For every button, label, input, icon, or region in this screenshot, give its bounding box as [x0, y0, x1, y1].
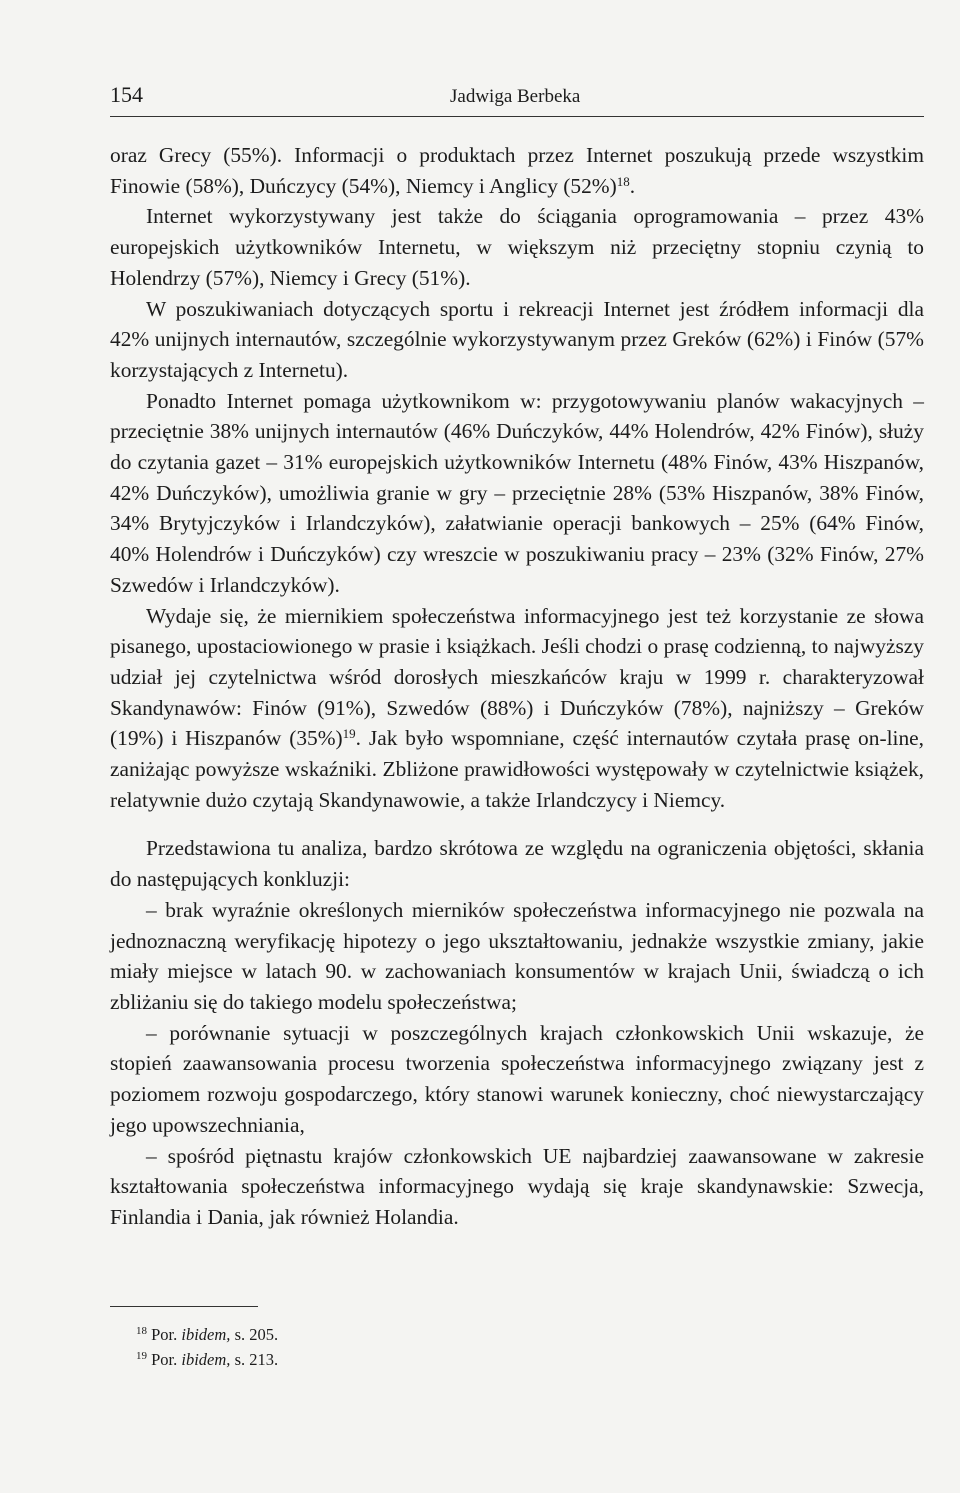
footnote-18: [136, 1322, 736, 1347]
footnote-ibidem: ibidem,: [181, 1350, 231, 1369]
conclusion-item-1: – brak wyraźnie określonych mierników społeczeństwa informacyjnego nie pozwala na jednoznaczną weryfikację hipotezy o jego ukształtowaniu, jednakże wszystkie zmiany, jakie miały miejsce w latach 90. w zachowaniach konsumentów w krajach Unii, świadczą o ich zbliżaniu się do takiego modelu społeczeństwa;: [110, 897, 924, 1014]
paragraph-1-tail: .: [629, 173, 636, 198]
footnote-rule: [110, 1306, 258, 1307]
page-number: 154: [110, 82, 143, 107]
footnote-ref-18: 18: [616, 173, 630, 189]
running-head-author: Jadwiga Berbeka: [450, 86, 581, 107]
paragraph-5: [110, 601, 924, 816]
paragraph-5-text: Wydaje się, że miernikiem społeczeństwa informacyjnego jest też korzystanie ze słowa pisanego, upostaciowionego w prasie i książkach. Jeśli chodzi o prasę codzienną, to najwyższy udział jej czytelnictwa wśród dorosłych mieszkańców kraju w 1999 r. charakteryzował Skandynawów: Finów (91%), Szwedów (88%) i Duńczyków (78%), najniższy – Greków (19%) i Hiszpanów (35%): [110, 603, 924, 751]
header-rule: [110, 116, 924, 117]
conclusion-item-3: – spośród piętnastu krajów członkowskich UE najbardziej zaawansowane w zakresie kształtowania społeczeństwa informacyjnego wydają się kraje skandynawskie: Szwecja, Finlandia i Dania, jak również Holandia.: [110, 1143, 924, 1229]
footnote-number: 19: [136, 1350, 147, 1362]
paragraph-2: Internet wykorzystywany jest także do ściągania oprogramowania – przez 43% europejskich użytkowników Internetu, w większym niż przeciętny stopniu czynią to Holendrzy (57%), Niemcy i Grecy (51%).: [110, 204, 924, 290]
running-header: [110, 74, 924, 114]
paragraph-conclusions-intro: Przedstawiona tu analiza, bardzo skrótowa ze względu na ograniczenia objętości, skłania do następujących konkluzji:: [110, 836, 924, 892]
footnotes: [136, 1322, 736, 1372]
footnote-ibidem: ibidem,: [181, 1325, 231, 1344]
footnote-prefix: Por.: [151, 1325, 178, 1344]
conclusion-item-2: – porównanie sytuacji w poszczególnych krajach członkowskich Unii wskazuje, że stopień zaawansowania procesu tworzenia społeczeństwa informacyjnego związany jest z poziomem rozwoju gospodarczego, który stanowi warunek konieczny, choć niewystarczający jego upowszechniania,: [110, 1020, 924, 1137]
paragraph-1-text: oraz Grecy (55%). Informacji o produktach przez Internet poszukują przede wszystkim Finowie (58%), Duńczycy (54%), Niemcy i Anglicy (52%): [110, 143, 924, 198]
paragraph-3: W poszukiwaniach dotyczących sportu i rekreacji Internet jest źródłem informacji dla 42% unijnych internautów, szczególnie wykorzystywanym przez Greków (62%) i Finów (57% korzystających z Internetu).: [110, 296, 924, 382]
footnote-page: s. 205.: [234, 1325, 279, 1344]
footnote-number: 18: [136, 1325, 147, 1337]
footnote-page: s. 213.: [234, 1350, 279, 1369]
footnote-ref-19: 19: [342, 726, 356, 742]
footnote-prefix: Por.: [151, 1350, 178, 1369]
body-text: [110, 140, 924, 1233]
footnote-19: [136, 1347, 736, 1372]
paragraph-1: [110, 140, 924, 201]
paragraph-5-tail: . Jak było wspomniane, część internautów czytała prasę on-line, zaniżając powyższe wskaźniki. Zbliżone prawidłowości występowały w czytelnictwie książek, relatywnie dużo czytają Skandynawowie, a także Irlandczycy i Niemcy.: [110, 726, 924, 812]
paragraph-4: Ponadto Internet pomaga użytkownikom w: przygotowywaniu planów wakacyjnych – przeciętnie 38% unijnych internautów (46% Duńczyków, 44% Holendrów, 42% Finów), służy do czytania gazet – 31% europejskich użytkowników Internetu (48% Finów, 43% Hiszpanów, 42% Duńczyków), umożliwia granie w gry – przeciętnie 28% (53% Hiszpanów, 38% Finów, 34% Brytyjczyków i Irlandczyków), załatwianie operacji bankowych – 25% (64% Finów, 40% Holendrów i Duńczyków) czy wreszcie w poszukiwaniu pracy – 23% (32% Finów, 27% Szwedów i Irlandczyków).: [110, 388, 924, 597]
